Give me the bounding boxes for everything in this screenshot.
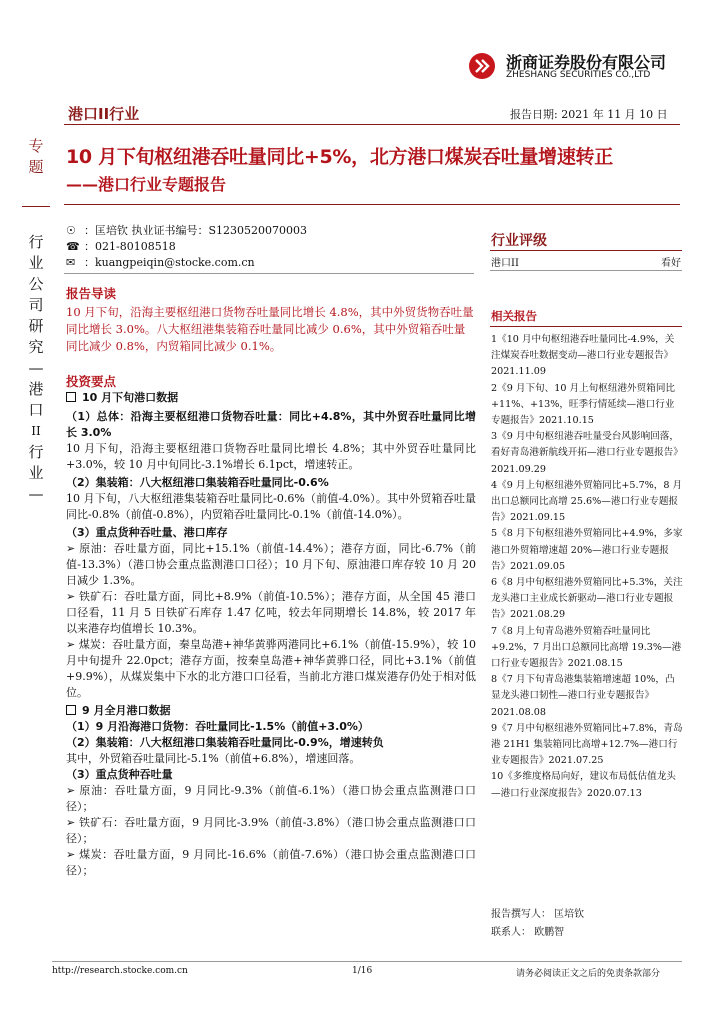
ore2-item: ➢ 铁矿石：吞吐量方面，9 月同比-3.9%（前值-3.8%）（港口协会重点监测港口口径）；	[66, 816, 476, 845]
oil2-item: ➢ 原油：吞吐量方面，9 月同比-9.3%（前值-6.1%）（港口协会重点监测港口口径）；	[66, 784, 476, 813]
section-1-heading: 10 月下旬港口数据	[66, 390, 476, 406]
contact-rule	[64, 273, 474, 274]
report-subtitle: ——港口行业专题报告	[66, 175, 227, 194]
header-rule	[64, 124, 680, 125]
related-item[interactable]: 3《9 月中旬枢纽港吞吐量受台风影响回落，看好青岛港新航线开拓—港口行业专题报告》2021.09.29	[491, 431, 683, 475]
report-writer: 报告撰写人： 匡培钦	[491, 909, 585, 920]
footer-disclaimer: 请务必阅读正文之后的免责条款部分	[516, 969, 661, 979]
phone-icon: ☎	[66, 240, 80, 253]
s1-2-title: （2）集装箱：八大枢纽港口集装箱吞吐量同比-0.6%	[66, 476, 329, 489]
title-rule	[64, 204, 680, 205]
section-2-heading: 9 月全月港口数据	[66, 703, 476, 719]
points-body	[66, 390, 476, 879]
zheshang-logo-icon	[468, 52, 496, 80]
related-item[interactable]: 4《9 月上旬枢纽港外贸箱同比+5.7%，8 月出口总额同比高增 25.6%—港口行业专题报告》2021.09.15	[491, 479, 683, 524]
s1-2-text: 10 月下旬，八大枢纽港集装箱吞吐量同比-0.6%（前值-4.0%）。其中外贸箱吞吐量同比-0.8%（前值-0.8%），内贸箱吞吐量同比-0.1%（前值-14.0%）。	[66, 492, 476, 521]
rating-value: 看好	[661, 258, 681, 269]
phone-line: ☎ ：021-80108518	[66, 240, 176, 253]
oil-item: ➢ 原油：吞吐量方面，同比+15.1%（前值-14.4%）；港存方面，同比-6.7%（前值-13.3%）（港口协会重点监测港口口径）；10 月下旬、原油港口库存较 10 月 20 日减少 1.3%。	[66, 542, 477, 587]
related-title: 相关报告	[491, 309, 537, 323]
brand-name-cn: 浙商证券股份有限公司	[506, 53, 667, 72]
analyst-line: ☉ ：匡培钦 执业证书编号：S1230520070003	[66, 224, 308, 237]
s1-3-title: （3）重点货种吞吐量、港口库存	[66, 526, 228, 539]
footer-rule	[52, 961, 682, 962]
related-rule	[490, 326, 682, 327]
rating-bottom-rule	[490, 270, 682, 271]
person-icon: ☉	[66, 224, 76, 237]
s2-1-title: （1）9 月沿海港口货物：吞吐量同比-1.5%（前值+3.0%）	[66, 720, 369, 733]
rating-rule	[490, 250, 682, 251]
coal2-item: ➢ 煤炭：吞吐量方面，9 月同比-16.6%（前值-7.6%）（港口协会重点监测港口口径）；	[66, 848, 476, 877]
points-heading: 投资要点	[66, 374, 117, 389]
related-item[interactable]: 9《7 月中旬枢纽港外贸箱同比+7.8%，青岛港 21H1 集装箱同比高增+12.7%—港口行业专题报告》2021.07.25	[491, 722, 683, 767]
footer-url[interactable]: http://research.stocke.com.cn	[52, 966, 188, 976]
mail-icon: ✉	[66, 256, 76, 269]
intro-text: 10 月下旬，沿海主要枢纽港口货物吞吐量同比增长 4.8%，其中外贸货物吞吐量同比增长 3.0%。八大枢纽港集装箱吞吐量同比减少 0.6%，其中外贸箱吞吐量同比减少 0.8%，内贸箱同比减少 0.1%。	[66, 305, 474, 353]
related-list	[491, 332, 683, 802]
related-item[interactable]: 8《7 月下旬青岛港集装箱增速超 10%，凸显龙头港口韧性—港口行业专题报告》2021.08.08	[491, 674, 675, 718]
s2-3-title: （3）重点货种吞吐量	[66, 768, 173, 781]
rating-row	[491, 254, 681, 269]
s2-2-text: 其中，外贸箱吞吐量同比-5.1%（前值+6.8%），增速回落。	[66, 752, 361, 765]
report-contact: 联系人： 欧鹏智	[491, 927, 565, 938]
s1-1-text: 10 月下旬，沿海主要枢纽港口货物吞吐量同比增长 4.8%；其中外贸吞吐量同比+3.0%，较 10 月中旬同比-3.1%增长 6.1pct，增速转正。	[66, 442, 476, 471]
industry-label: 港口II行业	[68, 105, 140, 123]
s2-2-title: （2）集装箱：八大枢纽港口集装箱吞吐量同比-0.9%，增速转负	[66, 736, 384, 749]
email-line[interactable]: ✉ ：kuangpeiqin@stocke.com.cn	[66, 256, 255, 269]
s1-1-title: （1）总体：沿海主要枢纽港口货物吞吐量：同比+4.8%，其中外贸吞吐量同比增长 3.0%	[66, 410, 476, 439]
checkbox-icon	[66, 392, 76, 402]
coal-item: ➢ 煤炭：吞吐量方面，秦皇岛港+神华黄骅两港同比+6.1%（前值-15.9%），较 10 月中旬提升 22.0pct；港存方面，按秦皇岛港+神华黄骅口径，同比+3.1%（前值+9.9%），从煤炭集中下水的北方港口口径看，当前北方港口煤炭港存仍处于相对低位。	[66, 638, 476, 699]
related-item[interactable]: 1《10 月中旬枢纽港吞吐量同比-4.9%，关注煤炭吞吐数据变动—港口行业专题报告》2021.11.09	[491, 334, 675, 378]
footer-page: 1/16	[352, 966, 373, 976]
rating-sector: 港口II	[491, 258, 519, 269]
report-date: 报告日期: 2021 年 11 月 10 日	[510, 108, 668, 121]
side-report-type: 专 题	[28, 137, 44, 176]
related-item[interactable]: 5《8 月下旬枢纽港外贸箱同比+4.9%，多家港口外贸箱增速超 20%—港口行业专题报告》2021.09.05	[491, 528, 683, 572]
checkbox-icon	[66, 705, 76, 715]
related-item[interactable]: 6《8 月中旬枢纽港外贸箱同比+5.3%，关注龙头港口主业成长新驱动—港口行业专题报告》2021.08.29	[491, 577, 683, 621]
side-industry-research: 行 业 公 司 研 究 — 港 口 II 行 业 —	[28, 233, 44, 503]
rating-title: 行业评级	[491, 233, 547, 249]
side-rule	[22, 206, 50, 207]
intro-heading: 报告导读	[66, 286, 117, 301]
ore-item: ➢ 铁矿石：吞吐量方面，同比+8.9%（前值-10.5%）；港存方面，从全国 45 港口口径看，11 月 5 日铁矿石库存 1.47 亿吨，较去年同期增长 14.8%，较 2017 年以来港存均值增长 10.3%。	[66, 590, 477, 635]
related-item[interactable]: 7《8 月上旬青岛港外贸箱吞吐量同比+9.2%，7 月出口总额同比高增 19.3%—港口行业专题报告》2021.08.15	[491, 625, 682, 670]
report-title: 10 月下旬枢纽港吞吐量同比+5%，北方港口煤炭吞吐量增速转正	[66, 146, 613, 168]
related-item[interactable]: 10《多维度格局向好，建议布局低估值龙头—港口行业深度报告》2020.07.13	[491, 771, 676, 799]
related-item[interactable]: 2《9 月下旬、10 月上旬枢纽港外贸箱同比+11%、+13%，旺季行情延续—港口行业专题报告》2021.10.15	[491, 382, 676, 427]
brand-name-en: ZHESHANG SECURITIES CO.,LTD	[506, 70, 651, 80]
